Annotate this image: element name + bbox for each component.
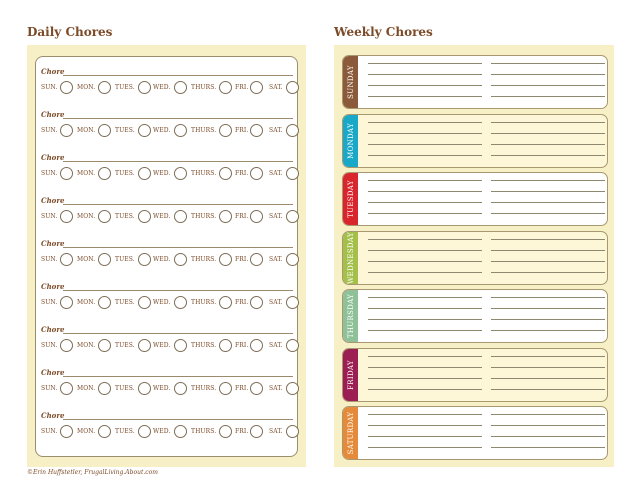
weekly-write-line[interactable] <box>491 330 605 331</box>
chore-write-line[interactable] <box>63 247 293 248</box>
day-label: MON. <box>77 170 96 177</box>
chore-row <box>41 411 293 447</box>
day-circle-checkbox[interactable] <box>219 296 232 309</box>
day-label: THURS. <box>191 299 217 306</box>
day-circle-checkbox[interactable] <box>219 253 232 266</box>
chore-row <box>41 325 293 361</box>
weekly-day-card <box>342 172 608 226</box>
day-label: WED. <box>153 428 171 435</box>
chore-label: Chore <box>41 110 65 119</box>
weekly-write-line[interactable] <box>491 389 605 390</box>
day-label: FRI. <box>235 385 249 392</box>
weekly-write-line[interactable] <box>491 180 605 181</box>
weekly-day-card <box>342 231 608 285</box>
weekly-write-line[interactable] <box>491 155 605 156</box>
day-label: WED. <box>153 127 171 134</box>
chore-row <box>41 196 293 232</box>
day-circle-checkbox[interactable] <box>250 296 263 309</box>
weekly-write-line[interactable] <box>368 63 482 64</box>
day-label: THURS. <box>191 84 217 91</box>
day-circle-checkbox[interactable] <box>250 382 263 395</box>
day-circle-checkbox[interactable] <box>250 167 263 180</box>
weekly-write-line[interactable] <box>491 261 605 262</box>
day-label: MON. <box>77 385 96 392</box>
day-label: MON. <box>77 342 96 349</box>
day-circle-checkbox[interactable] <box>60 253 73 266</box>
weekly-write-line[interactable] <box>368 250 482 251</box>
day-label: SAT. <box>269 170 283 177</box>
day-checkbox-row <box>41 210 295 224</box>
weekly-write-line[interactable] <box>368 180 482 181</box>
day-label: WED. <box>153 213 171 220</box>
day-circle-checkbox[interactable] <box>286 124 299 137</box>
day-circle-checkbox[interactable] <box>250 339 263 352</box>
day-circle-checkbox[interactable] <box>98 382 111 395</box>
daily-chores-title: Daily Chores <box>27 25 113 39</box>
day-circle-checkbox[interactable] <box>60 296 73 309</box>
day-label: THURS. <box>191 213 217 220</box>
weekly-write-line[interactable] <box>368 261 482 262</box>
day-circle-checkbox[interactable] <box>60 124 73 137</box>
day-label: FRI. <box>235 170 249 177</box>
chore-write-line[interactable] <box>63 290 293 291</box>
weekly-write-line[interactable] <box>491 436 605 437</box>
weekly-write-line[interactable] <box>491 191 605 192</box>
day-label: SUN. <box>41 84 58 91</box>
weekly-write-line[interactable] <box>491 202 605 203</box>
day-label: WED. <box>153 385 171 392</box>
weekly-write-line[interactable] <box>368 447 482 448</box>
chore-label: Chore <box>41 196 65 205</box>
weekly-write-line[interactable] <box>491 378 605 379</box>
day-circle-checkbox[interactable] <box>98 425 111 438</box>
day-label: MON. <box>77 213 96 220</box>
day-circle-checkbox[interactable] <box>286 81 299 94</box>
daily-chores-card <box>35 56 298 457</box>
day-label: THURS. <box>191 127 217 134</box>
weekly-write-line[interactable] <box>491 63 605 64</box>
day-label: SAT. <box>269 84 283 91</box>
day-circle-checkbox[interactable] <box>60 339 73 352</box>
copyright-credit: ©Erin Huffstetler, FrugalLiving.About.com <box>27 469 158 476</box>
day-circle-checkbox[interactable] <box>174 81 187 94</box>
day-label: FRI. <box>235 84 249 91</box>
day-circle-checkbox[interactable] <box>138 210 151 223</box>
day-circle-checkbox[interactable] <box>138 339 151 352</box>
chore-write-line[interactable] <box>63 118 293 119</box>
chore-label: Chore <box>41 368 65 377</box>
day-circle-checkbox[interactable] <box>219 425 232 438</box>
weekly-write-line[interactable] <box>491 272 605 273</box>
day-label: FRI. <box>235 256 249 263</box>
weekly-write-line[interactable] <box>368 239 482 240</box>
day-label: SAT. <box>269 428 283 435</box>
day-circle-checkbox[interactable] <box>174 339 187 352</box>
day-circle-checkbox[interactable] <box>138 253 151 266</box>
day-circle-checkbox[interactable] <box>174 124 187 137</box>
day-label: SUN. <box>41 428 58 435</box>
day-circle-checkbox[interactable] <box>174 296 187 309</box>
chore-row <box>41 110 293 146</box>
day-label: THURS. <box>191 385 217 392</box>
weekly-write-line[interactable] <box>491 356 605 357</box>
weekly-day-card <box>342 55 608 109</box>
weekly-write-line[interactable] <box>368 74 482 75</box>
weekly-day-label: THURSDAY <box>346 293 355 339</box>
weekly-write-line[interactable] <box>368 378 482 379</box>
weekly-write-line[interactable] <box>368 389 482 390</box>
day-checkbox-row <box>41 81 295 95</box>
weekly-day-tab <box>343 56 358 108</box>
day-label: SAT. <box>269 342 283 349</box>
weekly-day-tab <box>343 349 358 401</box>
weekly-write-line[interactable] <box>491 425 605 426</box>
day-circle-checkbox[interactable] <box>286 382 299 395</box>
day-circle-checkbox[interactable] <box>60 425 73 438</box>
day-circle-checkbox[interactable] <box>98 167 111 180</box>
day-label: MON. <box>77 127 96 134</box>
weekly-day-tab <box>343 173 358 225</box>
weekly-write-line[interactable] <box>491 133 605 134</box>
chore-row <box>41 153 293 189</box>
day-label: TUES. <box>115 342 135 349</box>
weekly-day-label: FRIDAY <box>346 359 355 390</box>
day-circle-checkbox[interactable] <box>98 210 111 223</box>
day-label: WED. <box>153 256 171 263</box>
day-circle-checkbox[interactable] <box>174 425 187 438</box>
weekly-day-card <box>342 406 608 460</box>
day-label: SAT. <box>269 213 283 220</box>
weekly-write-line[interactable] <box>368 297 482 298</box>
weekly-write-line[interactable] <box>368 213 482 214</box>
day-checkbox-row <box>41 167 295 181</box>
day-label: MON. <box>77 299 96 306</box>
day-circle-checkbox[interactable] <box>174 382 187 395</box>
day-circle-checkbox[interactable] <box>286 253 299 266</box>
day-circle-checkbox[interactable] <box>250 210 263 223</box>
day-label: MON. <box>77 428 96 435</box>
weekly-write-line[interactable] <box>368 436 482 437</box>
weekly-write-line[interactable] <box>368 191 482 192</box>
chore-row <box>41 239 293 275</box>
weekly-write-line[interactable] <box>491 122 605 123</box>
day-label: MON. <box>77 256 96 263</box>
chore-label: Chore <box>41 67 65 76</box>
day-label: SAT. <box>269 256 283 263</box>
weekly-write-line[interactable] <box>491 447 605 448</box>
day-circle-checkbox[interactable] <box>138 382 151 395</box>
day-label: SUN. <box>41 385 58 392</box>
weekly-chores-panel <box>334 45 614 467</box>
day-label: TUES. <box>115 213 135 220</box>
chore-write-line[interactable] <box>63 419 293 420</box>
day-label: TUES. <box>115 256 135 263</box>
chore-label: Chore <box>41 282 65 291</box>
day-circle-checkbox[interactable] <box>138 81 151 94</box>
day-checkbox-row <box>41 382 295 396</box>
weekly-chores-title: Weekly Chores <box>334 25 433 39</box>
day-circle-checkbox[interactable] <box>250 124 263 137</box>
day-label: FRI. <box>235 342 249 349</box>
day-circle-checkbox[interactable] <box>174 167 187 180</box>
weekly-write-line[interactable] <box>491 239 605 240</box>
chore-label: Chore <box>41 239 65 248</box>
weekly-write-line[interactable] <box>491 96 605 97</box>
day-circle-checkbox[interactable] <box>60 81 73 94</box>
weekly-write-line[interactable] <box>368 96 482 97</box>
day-label: TUES. <box>115 428 135 435</box>
weekly-write-line[interactable] <box>368 414 482 415</box>
weekly-write-line[interactable] <box>491 414 605 415</box>
day-circle-checkbox[interactable] <box>60 167 73 180</box>
daily-chores-panel <box>27 45 306 467</box>
day-label: SAT. <box>269 127 283 134</box>
weekly-day-card <box>342 348 608 402</box>
weekly-write-line[interactable] <box>368 330 482 331</box>
weekly-write-line[interactable] <box>491 250 605 251</box>
weekly-day-tab <box>343 115 358 167</box>
chore-write-line[interactable] <box>63 376 293 377</box>
day-checkbox-row <box>41 425 295 439</box>
weekly-write-line[interactable] <box>491 297 605 298</box>
day-circle-checkbox[interactable] <box>98 296 111 309</box>
weekly-write-line[interactable] <box>491 367 605 368</box>
day-checkbox-row <box>41 124 295 138</box>
weekly-write-line[interactable] <box>368 356 482 357</box>
day-label: SUN. <box>41 213 58 220</box>
day-label: SUN. <box>41 127 58 134</box>
weekly-write-line[interactable] <box>368 308 482 309</box>
day-circle-checkbox[interactable] <box>98 81 111 94</box>
chore-write-line[interactable] <box>63 161 293 162</box>
day-checkbox-row <box>41 296 295 310</box>
day-checkbox-row <box>41 339 295 353</box>
day-circle-checkbox[interactable] <box>250 425 263 438</box>
weekly-write-line[interactable] <box>368 319 482 320</box>
day-label: WED. <box>153 342 171 349</box>
weekly-day-label: TUESDAY <box>346 180 355 218</box>
weekly-write-line[interactable] <box>368 85 482 86</box>
day-label: MON. <box>77 84 96 91</box>
day-label: FRI. <box>235 428 249 435</box>
day-label: SUN. <box>41 256 58 263</box>
day-label: TUES. <box>115 299 135 306</box>
day-circle-checkbox[interactable] <box>286 167 299 180</box>
weekly-write-line[interactable] <box>368 272 482 273</box>
weekly-write-line[interactable] <box>368 122 482 123</box>
day-circle-checkbox[interactable] <box>250 253 263 266</box>
weekly-day-label: SUNDAY <box>346 65 355 99</box>
weekly-write-line[interactable] <box>491 319 605 320</box>
weekly-day-label: MONDAY <box>346 122 355 159</box>
day-label: TUES. <box>115 385 135 392</box>
day-circle-checkbox[interactable] <box>286 296 299 309</box>
day-label: WED. <box>153 299 171 306</box>
day-circle-checkbox[interactable] <box>219 124 232 137</box>
weekly-day-card <box>342 114 608 168</box>
day-circle-checkbox[interactable] <box>286 425 299 438</box>
weekly-write-line[interactable] <box>368 155 482 156</box>
day-circle-checkbox[interactable] <box>250 81 263 94</box>
day-label: TUES. <box>115 127 135 134</box>
chore-write-line[interactable] <box>63 75 293 76</box>
chore-row <box>41 67 293 103</box>
day-label: SUN. <box>41 342 58 349</box>
day-circle-checkbox[interactable] <box>286 339 299 352</box>
day-label: FRI. <box>235 127 249 134</box>
chore-label: Chore <box>41 411 65 420</box>
weekly-write-line[interactable] <box>368 202 482 203</box>
day-label: THURS. <box>191 170 217 177</box>
day-label: SAT. <box>269 299 283 306</box>
day-circle-checkbox[interactable] <box>174 210 187 223</box>
weekly-write-line[interactable] <box>491 308 605 309</box>
day-label: TUES. <box>115 84 135 91</box>
weekly-write-line[interactable] <box>491 74 605 75</box>
day-circle-checkbox[interactable] <box>219 81 232 94</box>
weekly-day-label: SATURDAY <box>346 411 355 455</box>
day-circle-checkbox[interactable] <box>98 253 111 266</box>
weekly-day-card <box>342 289 608 343</box>
day-circle-checkbox[interactable] <box>286 210 299 223</box>
weekly-write-line[interactable] <box>491 144 605 145</box>
weekly-write-line[interactable] <box>491 213 605 214</box>
day-circle-checkbox[interactable] <box>98 339 111 352</box>
day-label: WED. <box>153 170 171 177</box>
day-label: FRI. <box>235 213 249 220</box>
day-label: SUN. <box>41 299 58 306</box>
weekly-day-tab <box>343 290 358 342</box>
chore-write-line[interactable] <box>63 333 293 334</box>
day-circle-checkbox[interactable] <box>138 425 151 438</box>
day-circle-checkbox[interactable] <box>98 124 111 137</box>
day-circle-checkbox[interactable] <box>138 124 151 137</box>
day-label: THURS. <box>191 342 217 349</box>
chore-write-line[interactable] <box>63 204 293 205</box>
weekly-write-line[interactable] <box>368 425 482 426</box>
day-circle-checkbox[interactable] <box>219 382 232 395</box>
day-circle-checkbox[interactable] <box>138 167 151 180</box>
day-circle-checkbox[interactable] <box>174 253 187 266</box>
weekly-write-line[interactable] <box>368 133 482 134</box>
weekly-day-tab <box>343 232 358 284</box>
day-checkbox-row <box>41 253 295 267</box>
chore-label: Chore <box>41 325 65 334</box>
day-circle-checkbox[interactable] <box>60 382 73 395</box>
day-circle-checkbox[interactable] <box>219 167 232 180</box>
day-circle-checkbox[interactable] <box>60 210 73 223</box>
day-label: SAT. <box>269 385 283 392</box>
day-label: FRI. <box>235 299 249 306</box>
weekly-write-line[interactable] <box>368 144 482 145</box>
chore-label: Chore <box>41 153 65 162</box>
day-circle-checkbox[interactable] <box>219 339 232 352</box>
weekly-write-line[interactable] <box>491 85 605 86</box>
day-circle-checkbox[interactable] <box>219 210 232 223</box>
day-label: TUES. <box>115 170 135 177</box>
chore-row <box>41 282 293 318</box>
day-label: WED. <box>153 84 171 91</box>
day-circle-checkbox[interactable] <box>138 296 151 309</box>
weekly-write-line[interactable] <box>368 367 482 368</box>
day-label: SUN. <box>41 170 58 177</box>
weekly-day-label: WEDNESDAY <box>346 231 355 284</box>
day-label: THURS. <box>191 256 217 263</box>
chore-row <box>41 368 293 404</box>
weekly-day-tab <box>343 407 358 459</box>
day-label: THURS. <box>191 428 217 435</box>
